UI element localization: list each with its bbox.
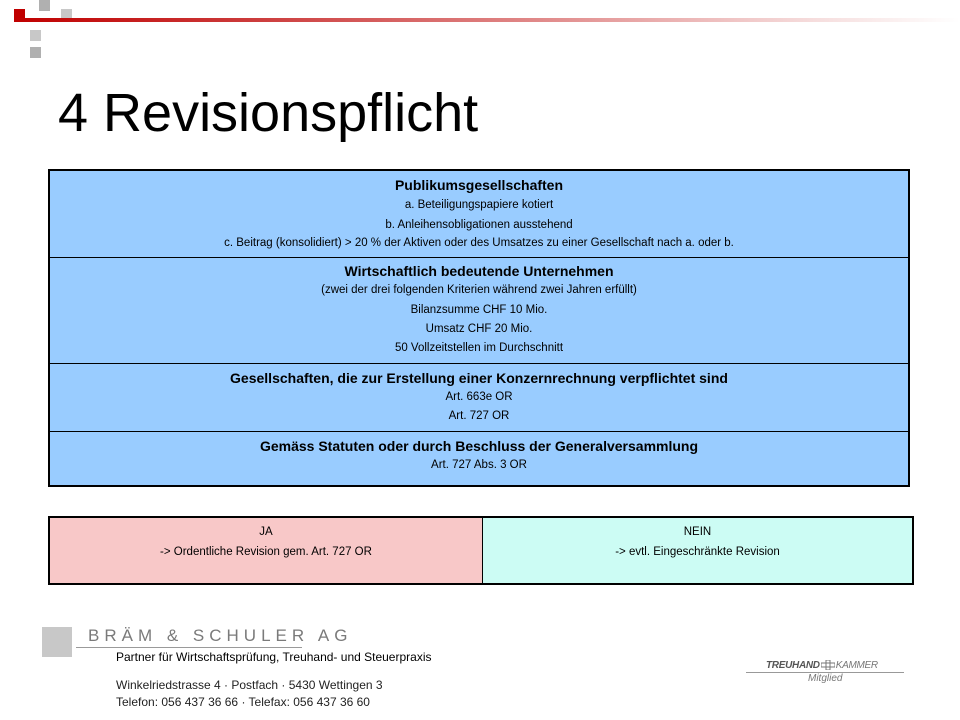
criteria-line: 50 Vollzeitstellen im Durchschnitt bbox=[394, 342, 564, 354]
criteria-heading: Wirtschaftlich bedeutende Unternehmen bbox=[344, 263, 614, 279]
kammer-label: KAMMER bbox=[835, 660, 878, 671]
criteria-line: c. Beitrag (konsolidiert) > 20 % der Aktiven oder des Umsatzes zu einer Gesellschaft nach a. oder b. bbox=[224, 237, 734, 249]
company-contact bbox=[116, 677, 383, 711]
company-underline bbox=[76, 647, 302, 648]
company-address: Winkelriedstrasse 4 · Postfach · 5430 Wettingen 3 bbox=[116, 678, 383, 692]
criteria-line: Art. 727 Abs. 3 OR bbox=[431, 459, 527, 471]
member-status: Mitglied bbox=[808, 673, 843, 684]
criteria-section-statuten bbox=[50, 438, 908, 474]
outcome-ja bbox=[50, 518, 483, 583]
criteria-line: Umsatz CHF 20 Mio. bbox=[425, 323, 533, 335]
outcome-nein-text: -> evtl. Eingeschränkte Revision bbox=[615, 546, 780, 558]
outcome-ja-label: JA bbox=[259, 526, 273, 538]
criteria-line: Bilanzsumme CHF 10 Mio. bbox=[410, 304, 548, 316]
company-phone: Telefon: 056 437 36 66 · Telefax: 056 437 36 60 bbox=[116, 695, 370, 709]
criteria-heading: Gemäss Statuten oder durch Beschluss der Generalversammlung bbox=[259, 438, 699, 454]
company-tagline: Partner für Wirtschaftsprüfung, Treuhand- und Steuerpraxis bbox=[116, 650, 432, 664]
decor-square-gray bbox=[30, 47, 41, 58]
criteria-line: b. Anleihensobligationen ausstehend bbox=[385, 219, 573, 231]
row-divider bbox=[50, 431, 908, 432]
criteria-section-publikum bbox=[50, 177, 908, 252]
header-gradient-bar bbox=[14, 18, 960, 22]
outcome-nein-label: NEIN bbox=[683, 526, 712, 538]
outcome-table bbox=[48, 516, 914, 585]
criteria-line: a. Beteiligungspapiere kotiert bbox=[404, 199, 554, 211]
company-name: BRÄM & SCHULER AG bbox=[88, 626, 353, 645]
decor-square-gray bbox=[30, 30, 41, 41]
criteria-line: Art. 727 OR bbox=[448, 410, 510, 422]
criteria-table bbox=[48, 169, 910, 487]
treuhand-cross-icon bbox=[821, 660, 835, 670]
criteria-section-konzern bbox=[50, 370, 908, 425]
criteria-heading: Publikumsgesellschaften bbox=[394, 177, 564, 193]
criteria-line: Art. 663e OR bbox=[445, 391, 513, 403]
decor-square-gray bbox=[39, 0, 50, 11]
criteria-heading: Gesellschaften, die zur Erstellung einer Konzernrechnung verpflichtet sind bbox=[230, 370, 728, 386]
row-divider bbox=[50, 257, 908, 258]
criteria-section-wirtschaftlich bbox=[50, 263, 908, 357]
outcome-ja-text: -> Ordentliche Revision gem. Art. 727 OR bbox=[160, 546, 372, 558]
row-divider bbox=[50, 363, 908, 364]
criteria-line: (zwei der drei folgenden Kriterien während zwei Jahren erfüllt) bbox=[321, 284, 637, 296]
outcome-nein bbox=[483, 518, 912, 583]
treuhand-kammer-logo bbox=[766, 660, 878, 671]
company-logo-square bbox=[42, 627, 72, 657]
slide-title: 4 Revisionspflicht bbox=[58, 83, 479, 143]
treuhand-label: TREUHAND bbox=[766, 660, 820, 671]
